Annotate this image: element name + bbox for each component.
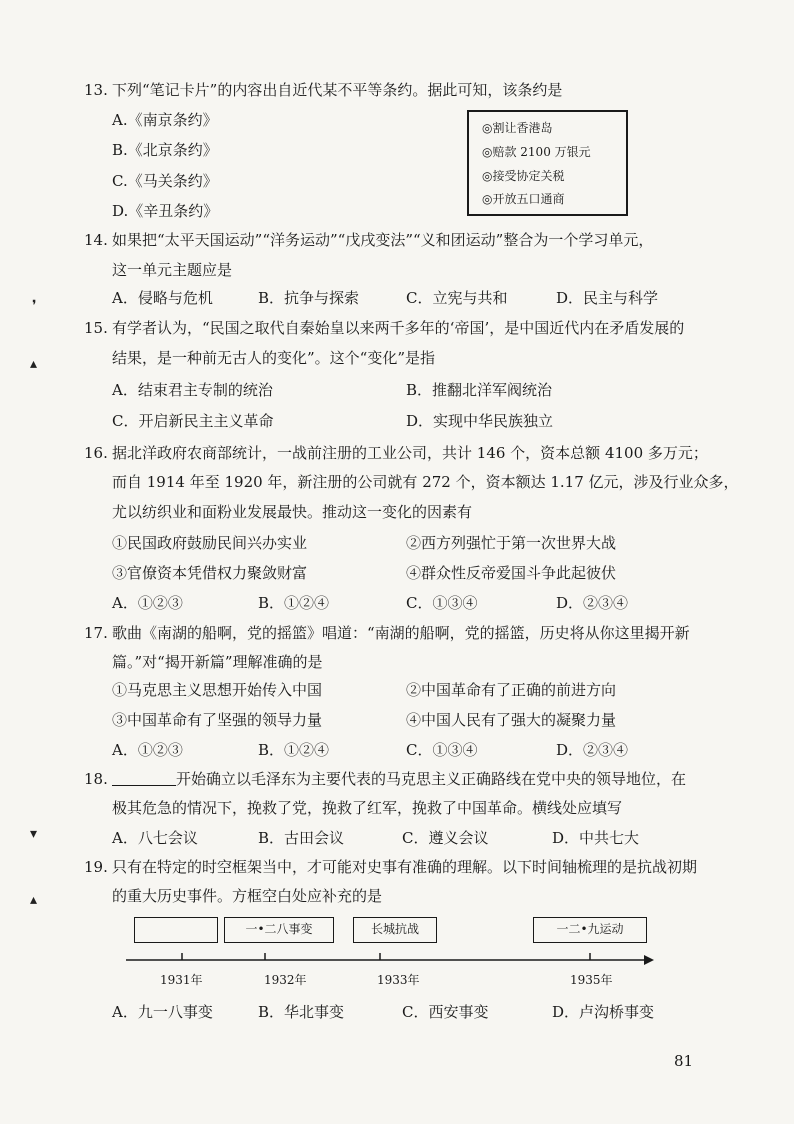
q16-stem-line2: 而自 1914 年至 1920 年，新注册的公司就有 272 个，资本额达 1.17 亿元，涉及行业众多， <box>112 473 739 491</box>
q14-option-a: A．侵略与危机 <box>112 289 213 307</box>
q17-stem-line1: 歌曲《南湖的船啊，党的摇篮》唱道：“南湖的船啊，党的摇篮，历史将从你这里揭开新 <box>112 624 690 642</box>
note-card-line: ◎割让香港岛 <box>482 121 553 135</box>
q17-item-3: ③中国革命有了坚强的领导力量 <box>112 711 323 729</box>
scan-mark: ▴ <box>30 356 38 372</box>
page-number: 81 <box>674 1052 694 1070</box>
q18-stem-line1 <box>112 769 686 789</box>
timeline-year: 1933年 <box>377 973 420 987</box>
q15-stem-line2: 结果，是一种前无古人的变化”。这个“变化”是指 <box>112 349 436 367</box>
q14-option-d: D．民主与科学 <box>556 289 659 307</box>
q18-option-d: D．中共七大 <box>552 829 640 847</box>
q19-option-c: C．西安事变 <box>402 1003 489 1021</box>
q17-item-2: ②中国革命有了正确的前进方向 <box>406 681 617 699</box>
q16-item-4: ④群众性反帝爱国斗争此起彼伏 <box>406 564 617 582</box>
note-card-line: ◎开放五口通商 <box>482 192 565 206</box>
q18-number: 18. <box>84 770 108 788</box>
note-card <box>467 110 628 216</box>
q17-option-d: D．②③④ <box>556 741 629 759</box>
q16-option-b: B．①②④ <box>258 594 330 612</box>
q14-stem-line1: 如果把“太平天国运动”“洋务运动”“戊戌变法”“义和团运动”整合为一个学习单元， <box>112 231 654 249</box>
q17-option-c: C．①③④ <box>406 741 478 759</box>
scan-mark: ▴ <box>30 892 38 908</box>
q13-stem: 下列“笔记卡片”的内容出自近代某不平等条约。据此可知，该条约是 <box>112 81 563 99</box>
fill-in-blank <box>112 770 176 786</box>
q17-option-a: A．①②③ <box>112 741 183 759</box>
q13-option-d: D.《辛丑条约》 <box>112 202 219 220</box>
note-card-line: ◎赔款 2100 万银元 <box>482 145 591 159</box>
q19-option-a: A．九一八事变 <box>112 1003 213 1021</box>
q17-item-4: ④中国人民有了强大的凝聚力量 <box>406 711 617 729</box>
q16-item-1: ①民国政府鼓励民间兴办实业 <box>112 534 308 552</box>
q14-number: 14. <box>84 231 108 249</box>
q19-option-b: B．华北事变 <box>258 1003 345 1021</box>
scan-mark: ▾ <box>30 826 38 842</box>
q17-item-1: ①马克思主义思想开始传入中国 <box>112 681 323 699</box>
timeline-year: 1931年 <box>160 973 203 987</box>
q14-option-b: B．抗争与探索 <box>258 289 360 307</box>
q13-option-a: A.《南京条约》 <box>112 111 218 129</box>
q15-option-b: B．推翻北洋军阀统治 <box>406 381 553 399</box>
q19-option-d: D．卢沟桥事变 <box>552 1003 655 1021</box>
q16-item-3: ③官僚资本凭借权力聚敛财富 <box>112 564 308 582</box>
scan-mark: ❜ <box>32 298 37 314</box>
timeline-axis <box>120 950 660 970</box>
q16-item-2: ②西方列强忙于第一次世界大战 <box>406 534 617 552</box>
q14-option-c: C．立宪与共和 <box>406 289 508 307</box>
q19-number: 19. <box>84 858 108 876</box>
q17-stem-line2: 篇。”对“揭开新篇”理解准确的是 <box>112 653 323 671</box>
timeline-event-box: 长城抗战 <box>353 917 437 943</box>
q13-option-b: B.《北京条约》 <box>112 141 218 159</box>
q17-option-b: B．①②④ <box>258 741 330 759</box>
q16-number: 16. <box>84 444 108 462</box>
q18-stem-text: 开始确立以毛泽东为主要代表的马克思主义正确路线在党中央的领导地位，在 <box>176 770 687 788</box>
q14-stem-line2: 这一单元主题应是 <box>112 261 233 279</box>
q15-number: 15. <box>84 319 108 337</box>
timeline-event-box: 一•二八事变 <box>224 917 334 943</box>
q16-option-a: A．①②③ <box>112 594 183 612</box>
q18-option-b: B．古田会议 <box>258 829 345 847</box>
q15-option-c: C．开启新民主主义革命 <box>112 412 274 430</box>
q15-option-a: A．结束君主专制的统治 <box>112 381 273 399</box>
q16-stem-line1: 据北洋政府农商部统计，一战前注册的工业公司，共计 146 个，资本总额 4100 多万元； <box>112 444 708 462</box>
q18-option-c: C．遵义会议 <box>402 829 489 847</box>
note-card-line: ◎接受协定关税 <box>482 169 565 183</box>
timeline-year: 1935年 <box>570 973 613 987</box>
timeline-year: 1932年 <box>264 973 307 987</box>
q16-option-d: D．②③④ <box>556 594 629 612</box>
q18-option-a: A．八七会议 <box>112 829 198 847</box>
q19-stem-line2: 的重大历史事件。方框空白处应补充的是 <box>112 887 383 905</box>
q13-number: 13. <box>84 81 108 99</box>
q18-stem-line2: 极其危急的情况下，挽救了党，挽救了红军，挽救了中国革命。横线处应填写 <box>112 799 623 817</box>
timeline-blank-box <box>134 917 218 943</box>
q16-option-c: C．①③④ <box>406 594 478 612</box>
q19-stem-line1: 只有在特定的时空框架当中，才可能对史事有准确的理解。以下时间轴梳理的是抗战初期 <box>112 858 698 876</box>
q13-option-c: C.《马关条约》 <box>112 172 218 190</box>
q15-stem-line1: 有学者认为，“民国之取代自秦始皇以来两千多年的‘帝国’，是中国近代内在矛盾发展的 <box>112 319 685 337</box>
q17-number: 17. <box>84 624 108 642</box>
timeline-event-box: 一二•九运动 <box>533 917 647 943</box>
q16-stem-line3: 尤以纺织业和面粉业发展最快。推动这一变化的因素有 <box>112 503 473 521</box>
q15-option-d: D．实现中华民族独立 <box>406 412 554 430</box>
